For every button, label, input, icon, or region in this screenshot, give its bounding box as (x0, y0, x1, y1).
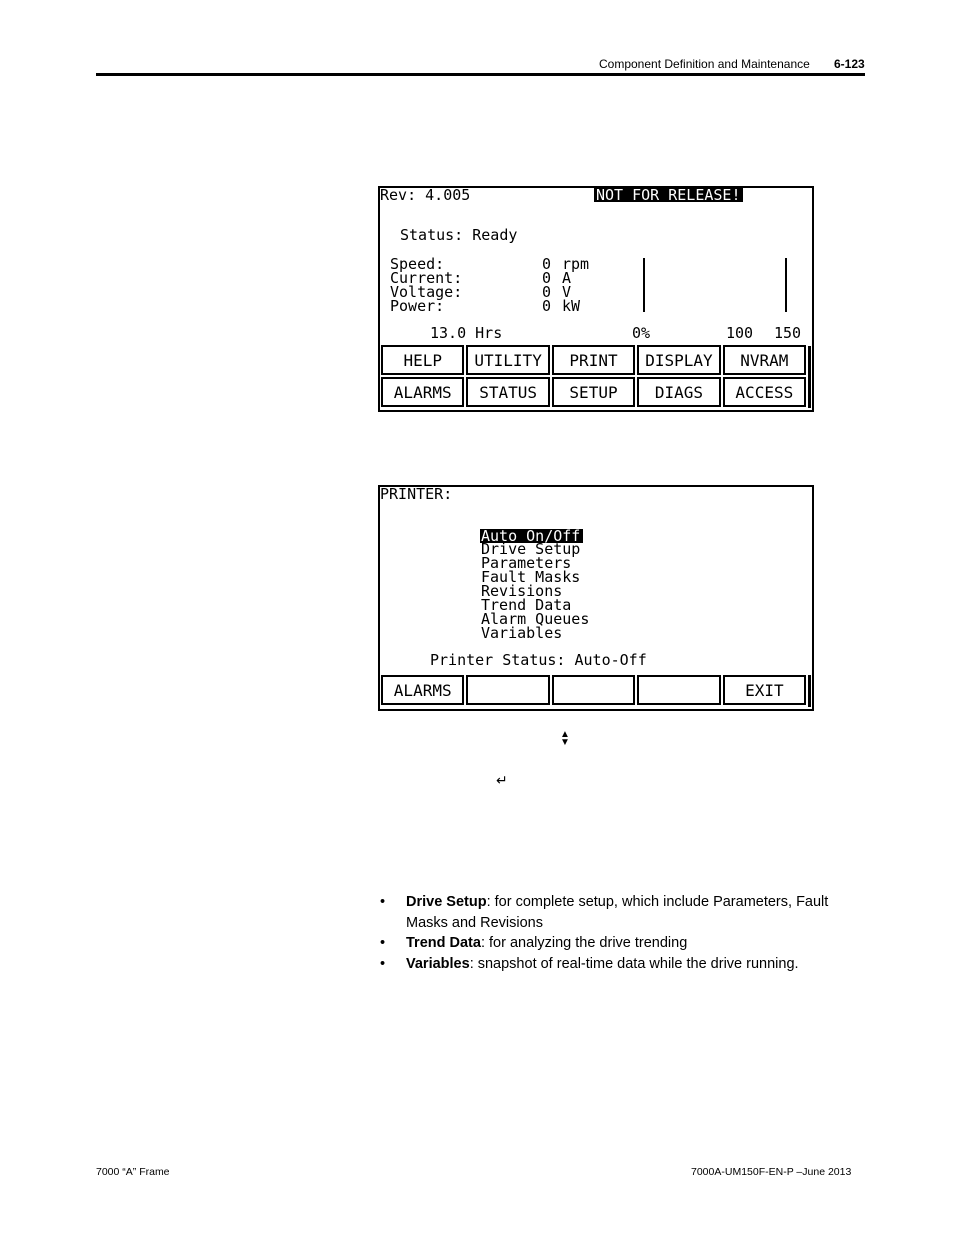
bullet-icon: • (380, 894, 386, 910)
footer-publication: 7000A-UM150F-EN-P –June 2013 (691, 1166, 852, 1178)
printer-status-text: Printer Status: Auto-Off (430, 651, 647, 669)
softkey-row-2 (381, 377, 806, 407)
voltage-label: Voltage: (390, 283, 463, 301)
printer-softkey-row (381, 675, 806, 705)
current-value: 0 (542, 269, 552, 287)
list-item (378, 933, 868, 954)
menu-item-revisions[interactable]: Revisions (481, 582, 563, 600)
enter-icon: ↵ (496, 773, 508, 789)
bullet-icon: • (380, 935, 386, 951)
list-item-term: Variables (406, 955, 470, 972)
footer-product: 7000 “A” Frame (96, 1166, 170, 1178)
running-header-title: Component Definition and Maintenance (599, 57, 810, 71)
menu-item-drive-setup[interactable]: Drive Setup (481, 540, 581, 558)
voltage-value: 0 (542, 283, 552, 301)
revision-text: Rev: 4.005 (380, 186, 471, 204)
menu-item-variables[interactable]: Variables (481, 624, 563, 642)
display-button[interactable]: DISPLAY (637, 345, 720, 375)
softkey-row-1 (381, 345, 806, 375)
printer-screen (378, 485, 814, 711)
speed-value: 0 (542, 255, 552, 273)
blank-softkey-4[interactable] (637, 675, 720, 705)
header-rule (96, 73, 865, 76)
bar-graph-max-line (785, 258, 787, 312)
menu-item-trend-data[interactable]: Trend Data (481, 596, 572, 614)
running-hours: 13.0 Hrs (430, 324, 503, 342)
voltage-unit: V (562, 283, 572, 301)
scale-min-label: 0% (632, 324, 651, 342)
list-item-term: Trend Data (406, 935, 481, 951)
page-number: 6-123 (834, 57, 865, 71)
access-button[interactable]: ACCESS (723, 377, 806, 407)
list-item-text: : snapshot of real-time data while the drive running. (469, 955, 799, 972)
menu-item-parameters[interactable]: Parameters (481, 554, 572, 572)
screen-edge-bar (808, 346, 811, 408)
blank-softkey-3[interactable] (552, 675, 635, 705)
alarms-button[interactable]: ALARMS (381, 377, 464, 407)
menu-item-fault-masks[interactable]: Fault Masks (481, 568, 581, 586)
bar-graph-zero-line (643, 258, 645, 312)
power-value: 0 (542, 297, 552, 315)
status-button[interactable]: STATUS (466, 377, 549, 407)
list-item (378, 954, 868, 975)
speed-unit: rpm (562, 255, 590, 273)
print-button[interactable]: PRINT (552, 345, 635, 375)
up-down-arrow-icon: ▲ ▼ (560, 729, 570, 748)
current-unit: A (562, 269, 572, 287)
menu-item-auto-on-off[interactable]: Auto On/Off (480, 529, 583, 543)
printer-title: PRINTER: (380, 485, 453, 503)
bullet-icon: • (380, 955, 386, 972)
setup-button[interactable]: SETUP (552, 377, 635, 407)
release-banner: NOT FOR RELEASE! (596, 186, 741, 204)
menu-item-alarm-queues[interactable]: Alarm Queues (481, 610, 590, 628)
speed-label: Speed: (390, 255, 445, 273)
current-label: Current: (390, 269, 463, 287)
scale-mid-label: 100 (726, 324, 754, 342)
help-button[interactable]: HELP (381, 345, 464, 375)
list-item (378, 892, 868, 933)
power-unit: kW (562, 297, 581, 315)
exit-button[interactable]: EXIT (723, 675, 806, 705)
screen-edge-bar (808, 675, 811, 707)
power-label: Power: (390, 297, 445, 315)
nvram-button[interactable]: NVRAM (723, 345, 806, 375)
utility-button[interactable]: UTILITY (466, 345, 549, 375)
status-text: Status: Ready (400, 226, 518, 244)
list-item-term: Drive Setup (406, 894, 487, 910)
printer-options-list (378, 892, 868, 974)
diags-button[interactable]: DIAGS (637, 377, 720, 407)
alarms-button[interactable]: ALARMS (381, 675, 464, 705)
list-item-text: : for analyzing the drive trending (480, 935, 688, 951)
blank-softkey-2[interactable] (466, 675, 549, 705)
scale-max-label: 150 (774, 324, 802, 342)
main-status-screen (378, 186, 814, 412)
list-item-text: : for complete setup, which include Parameters, Fault Masks and Revisions (406, 894, 829, 931)
